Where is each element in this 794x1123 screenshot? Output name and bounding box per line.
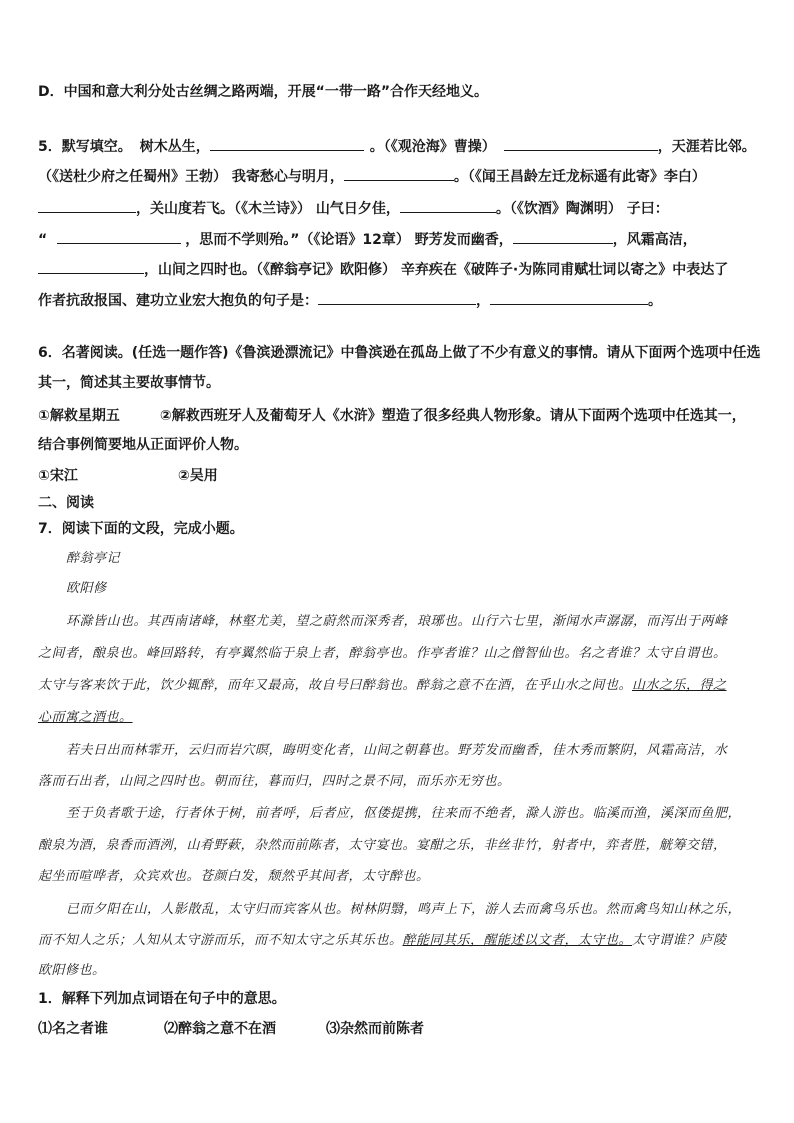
underlined-sentence: 醉能同其乐，醒能述以文者，太守也。 bbox=[402, 933, 633, 948]
answer-blank[interactable] bbox=[504, 136, 658, 151]
passage-p3-l3: 起坐而喧哗者，众宾欢也。苍颜白发，颓然乎其间者，太守醉也。 bbox=[38, 869, 430, 884]
subquestion-items bbox=[38, 1019, 768, 1039]
q5-text-2a: （《送杜少府之任蜀州》王勃） 我寄愁心与明月， bbox=[38, 169, 344, 185]
q5-line-2 bbox=[38, 166, 768, 187]
q6-option-2: ②解救西班牙人及葡萄牙人《水浒》塑造了很多经典人物形象。请从下面两个选项中任选其一， bbox=[159, 408, 746, 424]
passage-p1-l3 bbox=[38, 676, 768, 696]
q6-line-3 bbox=[38, 406, 768, 426]
q4-option-d: D．中国和意大利分处古丝绸之路两端，开展“一带一路”合作天经地义。 bbox=[38, 84, 489, 100]
answer-blank[interactable] bbox=[318, 290, 476, 305]
passage-p3-l1: 至于负者歌于途，行者休于树，前者呼，后者应，伛偻提携，往来而不绝者，滁人游也。临溪而渔，溪深而鱼肥， bbox=[66, 806, 742, 821]
subquestion-item-2: ⑵醉翁之意不在酒 bbox=[164, 1021, 276, 1037]
answer-blank[interactable] bbox=[57, 229, 181, 244]
q5-text-1a: 树木丛生， bbox=[139, 139, 210, 155]
q5-line-6 bbox=[38, 290, 768, 311]
q6-option-3: ①宋江 bbox=[38, 468, 78, 484]
passage-p1-l3-text: 太守与客来饮于此，饮少辄醉，而年又最高，故自号曰醉翁也。醉翁之意不在酒，在乎山水之间也。 bbox=[38, 678, 633, 693]
answer-blank[interactable] bbox=[344, 166, 454, 181]
q6-option-4: ②吴用 bbox=[177, 468, 218, 484]
subquestion-title: 1．解释下列加点词语在句子中的意思。 bbox=[38, 991, 286, 1007]
answer-blank[interactable] bbox=[210, 136, 364, 151]
q6-line-1: 6．名著阅读。(任选一题作答)《鲁滨逊漂流记》中鲁滨逊在孤岛上做了不少有意义的事情。请从下面两个选项中任选 bbox=[38, 345, 761, 361]
q5-text-4a: “ bbox=[38, 232, 48, 248]
q6-line-5 bbox=[38, 466, 768, 486]
subquestion-item-3: ⑶杂然而前陈者 bbox=[326, 1021, 424, 1037]
answer-blank[interactable] bbox=[400, 198, 496, 213]
q6-option-1: ①解救星期五 bbox=[38, 408, 120, 424]
q5-text-4c: ，风霜高洁， bbox=[612, 232, 697, 248]
passage-p2-l2: 落而石出者，山间之四时也。朝而往，暮而归，四时之景不同，而乐亦无穷也。 bbox=[38, 774, 511, 789]
section-heading: 二、阅读 bbox=[38, 495, 94, 511]
passage-p4-l2-text: 而不知人之乐；人知从太守游而乐，而不知太守之乐其乐也。 bbox=[38, 933, 403, 948]
subquestion-item-1: ⑴名之者谁 bbox=[38, 1021, 108, 1037]
q5-text-1c: ，天涯若比邻。 bbox=[657, 139, 756, 155]
passage-p4-l2-end: 太守谓谁？庐陵 bbox=[632, 933, 727, 948]
passage-p4-l3: 欧阳修也。 bbox=[38, 963, 106, 978]
passage-p4-l1: 已而夕阳在山，人影散乱，太守归而宾客从也。树林阴翳，鸣声上下，游人去而禽鸟乐也。然而禽鸟知山林之乐， bbox=[66, 902, 742, 917]
q5-text-3b: 。（《饮酒》陶渊明） 子曰： bbox=[495, 201, 669, 217]
q5-text-5a: ，山间之四时也。（《醉翁亭记》欧阳修） 辛弃疾在《破阵子·为陈同甫赋壮词以寄之》中表达了 bbox=[144, 262, 729, 278]
passage-p3-l2: 酿泉为酒，泉香而酒洌，山肴野蔌，杂然而前陈者，太守宴也。宴酣之乐，非丝非竹，射者中，弈者胜，觥筹交错， bbox=[38, 838, 727, 853]
q5-text-6b: ， bbox=[476, 293, 490, 309]
underlined-sentence: 山水之乐，得之 bbox=[632, 678, 727, 693]
q5-text-3a: ，关山度若飞。（《木兰诗》） 山气日夕佳， bbox=[136, 201, 400, 217]
answer-blank[interactable] bbox=[38, 259, 144, 274]
q5-line-3 bbox=[38, 198, 768, 219]
passage-p2-l1: 若夫日出而林霏开，云归而岩穴暝，晦明变化者，山间之朝暮也。野芳发而幽香，佳木秀而繁阴，风霜高洁，水 bbox=[66, 743, 728, 758]
passage-p1-l4: 心而寓之酒也。 bbox=[38, 710, 133, 725]
answer-blank[interactable] bbox=[38, 198, 136, 213]
q5-number: 5．默写填空。 bbox=[38, 139, 132, 155]
q5-text-1b: 。（《观沧海》曹操） bbox=[369, 139, 496, 155]
q5-line-5 bbox=[38, 259, 768, 280]
passage-p1-l2: 之间者，酿泉也。峰回路转，有亭翼然临于泉上者，醉翁亭也。作亭者谁？山之僧智仙也。名之者谁？太守自谓也。 bbox=[38, 646, 727, 661]
q7-intro: 7．阅读下面的文段，完成小题。 bbox=[38, 521, 244, 537]
q5-line-1 bbox=[38, 136, 768, 157]
q5-text-2b: 。（《闻王昌龄左迁龙标遥有此寄》李白） bbox=[453, 169, 706, 185]
q6-line-2: 其一，简述其主要故事情节。 bbox=[38, 375, 220, 391]
q5-line-4 bbox=[38, 229, 768, 250]
passage-p1-l1: 环滁皆山也。其西南诸峰，林壑尤美，望之蔚然而深秀者，琅琊也。山行六七里，渐闻水声潺潺，而泻出于两峰 bbox=[66, 614, 728, 629]
q5-text-6a: 作者抗敌报国、建功立业宏大抱负的句子是： bbox=[38, 293, 318, 309]
answer-blank[interactable] bbox=[513, 229, 613, 244]
q5-text-6c: 。 bbox=[648, 293, 662, 309]
q6-line-4: 结合事例简要地从正面评价人物。 bbox=[38, 437, 248, 453]
passage-p4-l2 bbox=[38, 931, 768, 951]
passage-title: 醉翁亭记 bbox=[66, 551, 121, 566]
answer-blank[interactable] bbox=[490, 290, 648, 305]
q5-text-4b: ，思而不学则殆。”（《论语》12章） 野芳发而幽香， bbox=[185, 232, 513, 248]
passage-author: 欧阳修 bbox=[66, 581, 107, 596]
